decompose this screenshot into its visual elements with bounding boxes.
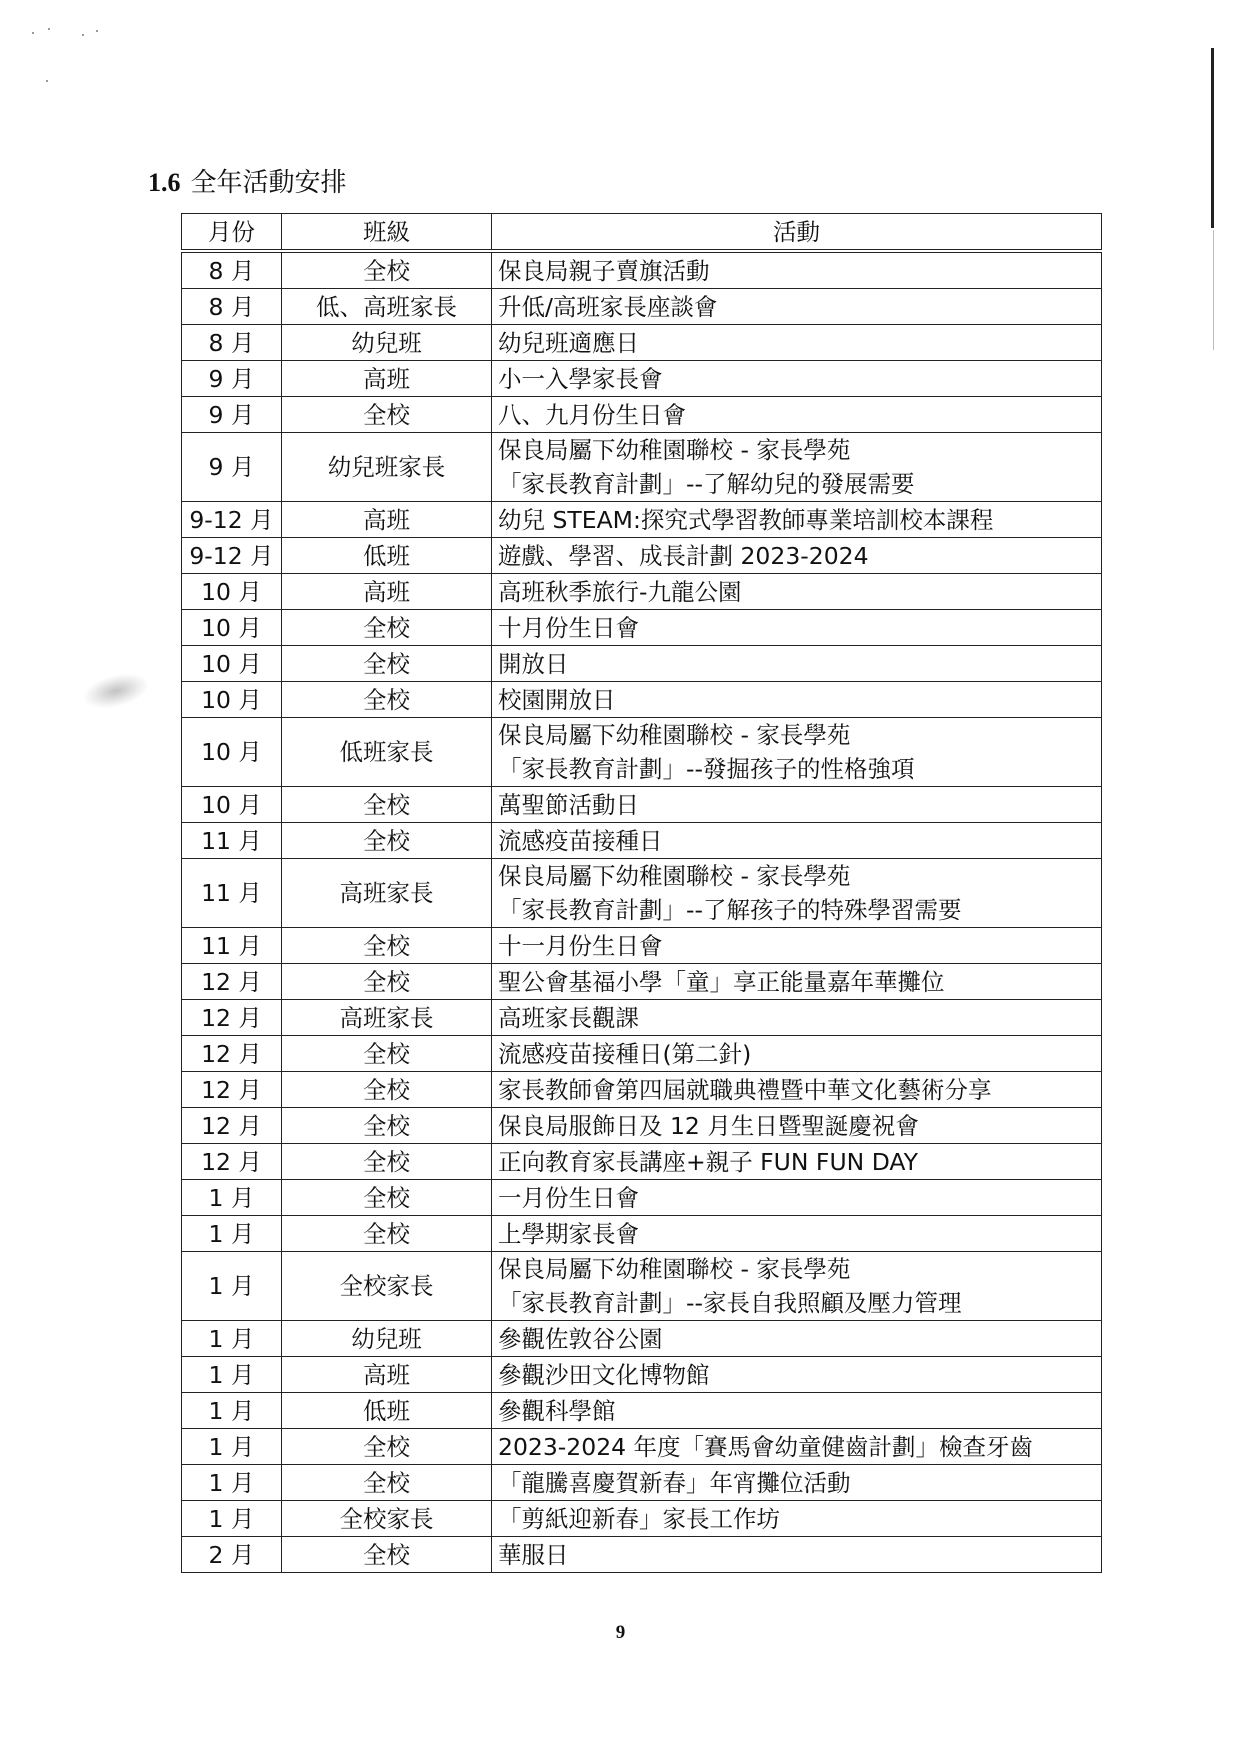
cell-class: 全校家長 — [282, 1252, 492, 1321]
table-row — [182, 682, 1102, 718]
activity-schedule-table — [181, 213, 1102, 1573]
table-row — [182, 718, 1102, 787]
table-row — [182, 823, 1102, 859]
cell-activity — [492, 1108, 1102, 1144]
cell-activity — [492, 1501, 1102, 1537]
page-number: 9 — [615, 1622, 626, 1643]
cell-activity — [492, 718, 1102, 787]
table-row — [182, 1501, 1102, 1537]
cell-class: 全校 — [282, 1072, 492, 1108]
section-number: 1.6 — [148, 168, 181, 197]
table-row — [182, 964, 1102, 1000]
cell-month: 11 月 — [182, 823, 282, 859]
cell-class: 全校 — [282, 1429, 492, 1465]
activity-line: 幼兒班適應日 — [498, 328, 639, 357]
cell-activity — [492, 610, 1102, 646]
table-body — [182, 251, 1102, 1573]
table-row — [182, 1393, 1102, 1429]
table-row — [182, 1216, 1102, 1252]
cell-activity — [492, 433, 1102, 502]
cell-month: 1 月 — [182, 1465, 282, 1501]
cell-class: 全校 — [282, 787, 492, 823]
scan-edge-rule — [1211, 48, 1214, 228]
cell-class: 全校 — [282, 682, 492, 718]
cell-activity — [492, 928, 1102, 964]
table-row — [182, 251, 1102, 289]
scan-speck — [48, 28, 50, 30]
cell-class: 高班 — [282, 574, 492, 610]
activity-line: 「剪紙迎新春」家長工作坊 — [498, 1504, 780, 1533]
cell-class: 高班 — [282, 502, 492, 538]
cell-month: 12 月 — [182, 1000, 282, 1036]
activity-line: 「家長教育計劃」--了解幼兒的發展需要 — [498, 470, 915, 498]
cell-month: 1 月 — [182, 1180, 282, 1216]
cell-month: 12 月 — [182, 1072, 282, 1108]
cell-class: 幼兒班 — [282, 325, 492, 361]
scan-speck — [46, 80, 48, 82]
activity-line: 高班秋季旅行-九龍公園 — [498, 577, 742, 606]
cell-class: 全校 — [282, 928, 492, 964]
table-row — [182, 1108, 1102, 1144]
cell-activity — [492, 1216, 1102, 1252]
activity-line: 保良局屬下幼稚園聯校 - 家長學苑 — [498, 436, 851, 464]
activity-line: 校園開放日 — [498, 685, 616, 714]
cell-activity — [492, 1321, 1102, 1357]
cell-class: 全校 — [282, 646, 492, 682]
cell-activity — [492, 289, 1102, 325]
cell-class: 全校 — [282, 964, 492, 1000]
cell-activity — [492, 1036, 1102, 1072]
cell-month: 10 月 — [182, 610, 282, 646]
activity-line: 家長教師會第四屆就職典禮暨中華文化藝術分享 — [498, 1075, 992, 1104]
cell-class: 幼兒班 — [282, 1321, 492, 1357]
activity-line: 流感疫苗接種日 — [498, 826, 663, 855]
scan-speck — [32, 32, 34, 34]
cell-month: 9 月 — [182, 397, 282, 433]
table-header-row — [182, 214, 1102, 252]
cell-class: 高班 — [282, 361, 492, 397]
table-row — [182, 1036, 1102, 1072]
activity-line: 聖公會基福小學「童」享正能量嘉年華攤位 — [498, 967, 945, 996]
table-row — [182, 325, 1102, 361]
cell-class: 全校 — [282, 1180, 492, 1216]
activity-line: 十月份生日會 — [498, 613, 639, 642]
cell-month: 8 月 — [182, 325, 282, 361]
activity-line: 一月份生日會 — [498, 1183, 639, 1212]
cell-activity — [492, 1180, 1102, 1216]
cell-activity — [492, 646, 1102, 682]
cell-class: 高班 — [282, 1357, 492, 1393]
cell-activity — [492, 1393, 1102, 1429]
activity-line: 流感疫苗接種日(第二針) — [498, 1039, 752, 1068]
column-header-class: 班級 — [282, 214, 492, 252]
cell-activity — [492, 1465, 1102, 1501]
cell-activity — [492, 502, 1102, 538]
cell-class: 全校 — [282, 1036, 492, 1072]
table-row — [182, 433, 1102, 502]
cell-month: 2 月 — [182, 1537, 282, 1573]
cell-activity — [492, 1537, 1102, 1573]
cell-month: 9-12 月 — [182, 538, 282, 574]
cell-month: 1 月 — [182, 1393, 282, 1429]
cell-class: 全校 — [282, 1108, 492, 1144]
cell-month: 12 月 — [182, 964, 282, 1000]
cell-activity — [492, 361, 1102, 397]
activity-line: 「家長教育計劃」--家長自我照顧及壓力管理 — [498, 1289, 962, 1317]
cell-class: 高班家長 — [282, 1000, 492, 1036]
activity-line: 參觀科學館 — [498, 1396, 616, 1425]
cell-activity — [492, 787, 1102, 823]
activity-line: 遊戲、學習、成長計劃 2023-2024 — [498, 541, 869, 570]
cell-activity — [492, 1000, 1102, 1036]
cell-class: 低班 — [282, 538, 492, 574]
cell-month: 12 月 — [182, 1108, 282, 1144]
section-heading — [148, 162, 347, 199]
cell-class: 高班家長 — [282, 859, 492, 928]
activity-line: 十一月份生日會 — [498, 931, 663, 960]
cell-class: 全校 — [282, 610, 492, 646]
cell-activity — [492, 823, 1102, 859]
activity-line: 「家長教育計劃」--了解孩子的特殊學習需要 — [498, 896, 962, 924]
table-row — [182, 787, 1102, 823]
activity-line: 參觀沙田文化博物館 — [498, 1360, 710, 1389]
activity-line: 開放日 — [498, 649, 569, 678]
cell-month: 9 月 — [182, 433, 282, 502]
cell-month: 9-12 月 — [182, 502, 282, 538]
table-row — [182, 289, 1102, 325]
cell-class: 全校 — [282, 823, 492, 859]
table-row — [182, 1144, 1102, 1180]
cell-month: 12 月 — [182, 1036, 282, 1072]
table-row — [182, 928, 1102, 964]
cell-month: 1 月 — [182, 1501, 282, 1537]
cell-activity — [492, 859, 1102, 928]
table-row — [182, 1537, 1102, 1573]
cell-activity — [492, 1072, 1102, 1108]
activity-line: 上學期家長會 — [498, 1219, 639, 1248]
activity-line: 保良局親子賣旗活動 — [498, 256, 710, 285]
cell-month: 8 月 — [182, 289, 282, 325]
cell-class: 全校家長 — [282, 1501, 492, 1537]
cell-activity — [492, 397, 1102, 433]
activity-line: 萬聖節活動日 — [498, 790, 639, 819]
activity-line: 高班家長觀課 — [498, 1003, 639, 1032]
cell-month: 10 月 — [182, 646, 282, 682]
activity-line: 2023-2024 年度「賽馬會幼童健齒計劃」檢查牙齒 — [498, 1432, 1034, 1461]
cell-activity — [492, 1252, 1102, 1321]
cell-month: 1 月 — [182, 1429, 282, 1465]
cell-class: 低班 — [282, 1393, 492, 1429]
cell-activity — [492, 538, 1102, 574]
cell-activity — [492, 1429, 1102, 1465]
activity-line: 小一入學家長會 — [498, 364, 663, 393]
cell-class: 低班家長 — [282, 718, 492, 787]
table-row — [182, 1429, 1102, 1465]
cell-class: 全校 — [282, 1216, 492, 1252]
cell-month: 10 月 — [182, 682, 282, 718]
activity-line: 保良局屬下幼稚園聯校 - 家長學苑 — [498, 721, 851, 749]
table-row — [182, 1357, 1102, 1393]
cell-month: 9 月 — [182, 361, 282, 397]
activity-line: 「家長教育計劃」--發掘孩子的性格強項 — [498, 755, 915, 783]
activity-line: 正向教育家長講座+親子 FUN FUN DAY — [498, 1147, 918, 1176]
scan-speck — [96, 30, 98, 32]
cell-month: 10 月 — [182, 718, 282, 787]
cell-month: 10 月 — [182, 787, 282, 823]
table-row — [182, 1072, 1102, 1108]
cell-activity — [492, 964, 1102, 1000]
cell-activity — [492, 682, 1102, 718]
activity-line: 保良局屬下幼稚園聯校 - 家長學苑 — [498, 862, 851, 890]
cell-month: 1 月 — [182, 1321, 282, 1357]
table-row — [182, 1180, 1102, 1216]
table-row — [182, 1252, 1102, 1321]
cell-month: 11 月 — [182, 859, 282, 928]
cell-month: 10 月 — [182, 574, 282, 610]
cell-class: 全校 — [282, 1537, 492, 1573]
scan-smudge — [81, 669, 150, 714]
cell-class: 全校 — [282, 397, 492, 433]
activity-line: 參觀佐敦谷公園 — [498, 1324, 663, 1353]
cell-month: 12 月 — [182, 1144, 282, 1180]
table-row — [182, 361, 1102, 397]
cell-month: 1 月 — [182, 1216, 282, 1252]
activity-line: 八、九月份生日會 — [498, 400, 686, 429]
scan-speck — [82, 34, 84, 36]
cell-activity — [492, 574, 1102, 610]
table-row — [182, 610, 1102, 646]
table-row — [182, 1000, 1102, 1036]
cell-class: 全校 — [282, 251, 492, 289]
column-header-month: 月份 — [182, 214, 282, 252]
activity-line: 保良局服飾日及 12 月生日暨聖誕慶祝會 — [498, 1111, 919, 1140]
table-row — [182, 502, 1102, 538]
cell-activity — [492, 251, 1102, 289]
activity-line: 幼兒 STEAM:探究式學習教師專業培訓校本課程 — [498, 505, 994, 534]
activity-line: 保良局屬下幼稚園聯校 - 家長學苑 — [498, 1255, 851, 1283]
table-row — [182, 646, 1102, 682]
cell-class: 全校 — [282, 1144, 492, 1180]
cell-month: 1 月 — [182, 1357, 282, 1393]
table-row — [182, 1465, 1102, 1501]
scan-edge-faint — [1213, 230, 1214, 350]
column-header-activity: 活動 — [492, 214, 1102, 252]
cell-class: 全校 — [282, 1465, 492, 1501]
cell-activity — [492, 325, 1102, 361]
table-row — [182, 1321, 1102, 1357]
activity-line: 升低/高班家長座談會 — [498, 292, 718, 321]
section-title: 全年活動安排 — [190, 168, 347, 198]
table-row — [182, 397, 1102, 433]
cell-activity — [492, 1357, 1102, 1393]
table-row — [182, 574, 1102, 610]
cell-month: 11 月 — [182, 928, 282, 964]
cell-activity — [492, 1144, 1102, 1180]
cell-class: 幼兒班家長 — [282, 433, 492, 502]
table-row — [182, 859, 1102, 928]
activity-line: 「龍騰喜慶賀新春」年宵攤位活動 — [498, 1468, 851, 1497]
cell-month: 1 月 — [182, 1252, 282, 1321]
table-row — [182, 538, 1102, 574]
activity-line: 華服日 — [498, 1540, 569, 1569]
cell-month: 8 月 — [182, 251, 282, 289]
cell-class: 低、高班家長 — [282, 289, 492, 325]
